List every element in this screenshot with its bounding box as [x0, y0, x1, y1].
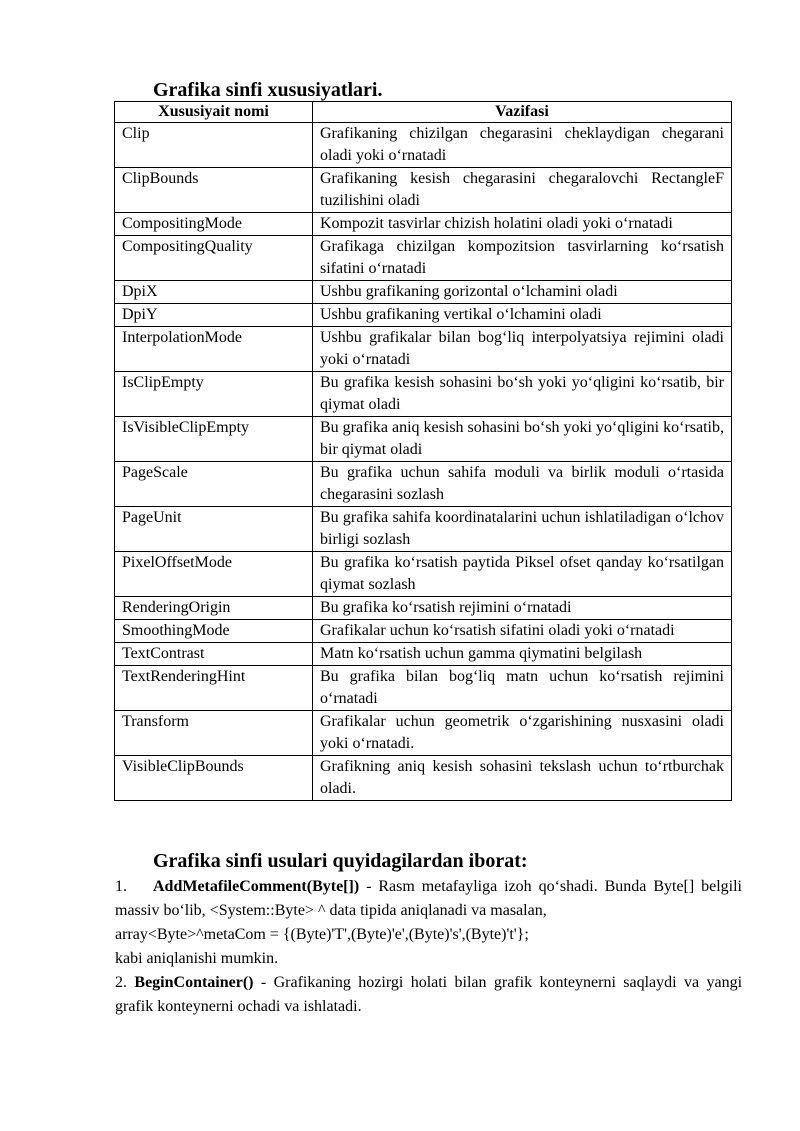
- property-description-cell: Grafikalar uchun geometrik oʻzgarishining nusxasini oladi yoki oʻrnatadi.: [313, 711, 732, 756]
- property-description-cell: Matn koʻrsatish uchun gamma qiymatini belgilash: [313, 643, 732, 666]
- table-row: [115, 552, 732, 597]
- property-name-cell: IsClipEmpty: [115, 372, 313, 417]
- property-description-cell: Ushbu grafikaning gorizontal oʻlchamini oladi: [313, 281, 732, 304]
- method-number: 2.: [115, 974, 127, 991]
- property-description-cell: Grafikaning kesish chegarasini chegaralovchi RectangleF tuzilishini oladi: [313, 168, 732, 213]
- method-item: [115, 971, 742, 1019]
- property-name-cell: ClipBounds: [115, 168, 313, 213]
- table-row: [115, 372, 732, 417]
- property-name-cell: DpiY: [115, 304, 313, 327]
- section-heading-methods: Grafika sinfi usulari quyidagilardan iborat:: [153, 850, 528, 872]
- property-name-cell: TextRenderingHint: [115, 666, 313, 711]
- table-row: [115, 643, 732, 666]
- property-description-cell: Ushbu grafikalar bilan bogʻliq interpolyatsiya rejimini oladi yoki oʻrnatadi: [313, 327, 732, 372]
- property-description-cell: Ushbu grafikaning vertikal oʻlchamini oladi: [313, 304, 732, 327]
- properties-table-body: [115, 123, 732, 801]
- table-row: [115, 281, 732, 304]
- properties-table: [114, 101, 732, 801]
- property-description-cell: Bu grafika sahifa koordinatalarini uchun ishlatiladigan oʻlchov birligi sozlash: [313, 507, 732, 552]
- table-row: [115, 417, 732, 462]
- column-header-purpose: Vazifasi: [313, 102, 732, 123]
- method-name: AddMetafileComment(Byte[]): [153, 878, 360, 895]
- property-name-cell: SmoothingMode: [115, 620, 313, 643]
- property-description-cell: Bu grafika aniq kesish sohasini boʻsh yoki yoʻqligini koʻrsatib, bir qiymat oladi: [313, 417, 732, 462]
- property-name-cell: VisibleClipBounds: [115, 756, 313, 801]
- table-row: [115, 123, 732, 168]
- method-description-tail: kabi aniqlanishi mumkin.: [115, 950, 279, 967]
- property-description-cell: Bu grafika bilan bogʻliq matn uchun koʻrsatish rejimini oʻrnatadi: [313, 666, 732, 711]
- table-row: [115, 327, 732, 372]
- property-name-cell: RenderingOrigin: [115, 597, 313, 620]
- table-row: [115, 620, 732, 643]
- property-name-cell: Clip: [115, 123, 313, 168]
- table-row: [115, 168, 732, 213]
- property-name-cell: Transform: [115, 711, 313, 756]
- property-description-cell: Kompozit tasvirlar chizish holatini oladi yoki oʻrnatadi: [313, 213, 732, 236]
- table-row: [115, 756, 732, 801]
- property-name-cell: PageUnit: [115, 507, 313, 552]
- table-row: [115, 236, 732, 281]
- property-name-cell: PageScale: [115, 462, 313, 507]
- property-description-cell: Grafikaga chizilgan kompozitsion tasvirlarning koʻrsatish sifatini oʻrnatadi: [313, 236, 732, 281]
- property-description-cell: Grafikalar uchun koʻrsatish sifatini oladi yoki oʻrnatadi: [313, 620, 732, 643]
- property-name-cell: PixelOffsetMode: [115, 552, 313, 597]
- property-name-cell: IsVisibleClipEmpty: [115, 417, 313, 462]
- method-number: 1.: [115, 878, 127, 895]
- property-name-cell: TextContrast: [115, 643, 313, 666]
- property-description-cell: Bu grafika koʻrsatish paytida Piksel ofset qanday koʻrsatilgan qiymat sozlash: [313, 552, 732, 597]
- property-name-cell: InterpolationMode: [115, 327, 313, 372]
- method-name: BeginContainer(): [134, 974, 254, 991]
- method-description: - Rasm metafayliga izoh qoʻshadi. Bunda Byte[] belgili massiv boʻlib, <System::Byte> ^ data tipida aniqlanadi va masalan,: [115, 878, 742, 919]
- table-header-row: [115, 102, 732, 123]
- table-row: [115, 213, 732, 236]
- table-row: [115, 666, 732, 711]
- code-example: array<Byte>^metaCom = {(Byte)'T',(Byte)'e',(Byte)'s',(Byte)'t'};: [115, 926, 529, 943]
- section-heading-properties: Grafika sinfi xususiyatlari.: [153, 79, 383, 101]
- method-description: - Grafikaning hozirgi holati bilan grafik konteynerni saqlaydi va yangi grafik konteynerni ochadi va ishlatadi.: [115, 974, 743, 1015]
- table-row: [115, 597, 732, 620]
- property-name-cell: CompositingMode: [115, 213, 313, 236]
- property-name-cell: DpiX: [115, 281, 313, 304]
- table-row: [115, 462, 732, 507]
- method-item: [115, 875, 742, 971]
- property-description-cell: Bu grafika koʻrsatish rejimini oʻrnatadi: [313, 597, 732, 620]
- table-row: [115, 304, 732, 327]
- table-row: [115, 507, 732, 552]
- table-row: [115, 711, 732, 756]
- property-description-cell: Grafikaning chizilgan chegarasini cheklaydigan chegarani oladi yoki oʻrnatadi: [313, 123, 732, 168]
- property-description-cell: Grafikning aniq kesish sohasini tekslash uchun toʻrtburchak oladi.: [313, 756, 732, 801]
- column-header-name: Xususiyait nomi: [115, 102, 313, 123]
- property-description-cell: Bu grafika uchun sahifa moduli va birlik moduli oʻrtasida chegarasini sozlash: [313, 462, 732, 507]
- property-name-cell: CompositingQuality: [115, 236, 313, 281]
- property-description-cell: Bu grafika kesish sohasini boʻsh yoki yoʻqligini koʻrsatib, bir qiymat oladi: [313, 372, 732, 417]
